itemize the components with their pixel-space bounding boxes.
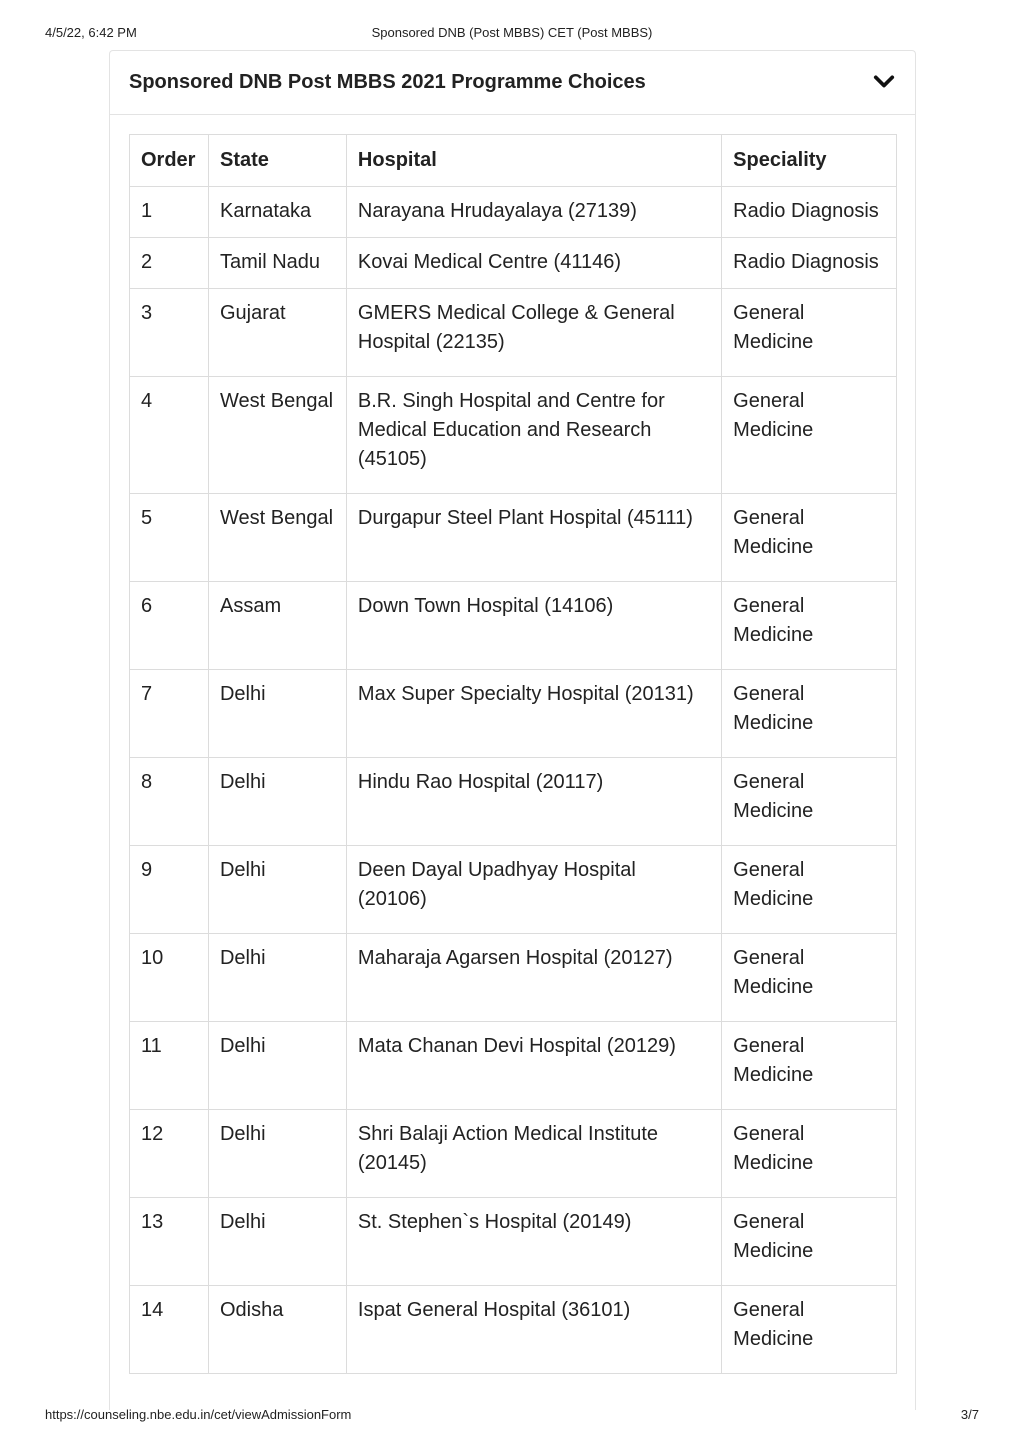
cell-state: Delhi <box>208 1022 346 1110</box>
cell-speciality: General Medicine <box>722 670 897 758</box>
cell-order: 1 <box>130 187 209 238</box>
cell-order: 9 <box>130 846 209 934</box>
table-row <box>130 187 897 238</box>
table-row <box>130 1110 897 1198</box>
print-datetime: 4/5/22, 6:42 PM <box>45 25 137 40</box>
cell-speciality: General Medicine <box>722 582 897 670</box>
cell-hospital: Mata Chanan Devi Hospital (20129) <box>346 1022 721 1110</box>
cell-order: 12 <box>130 1110 209 1198</box>
table-row <box>130 377 897 494</box>
cell-state: Odisha <box>208 1286 346 1374</box>
cell-state: West Bengal <box>208 494 346 582</box>
table-row <box>130 289 897 377</box>
cell-order: 14 <box>130 1286 209 1374</box>
cell-speciality: Radio Diagnosis <box>722 238 897 289</box>
column-header-state: State <box>208 135 346 187</box>
cell-speciality: General Medicine <box>722 1110 897 1198</box>
cell-state: Gujarat <box>208 289 346 377</box>
table-row <box>130 1022 897 1110</box>
cell-hospital: Kovai Medical Centre (41146) <box>346 238 721 289</box>
cell-speciality: General Medicine <box>722 377 897 494</box>
cell-order: 2 <box>130 238 209 289</box>
cell-speciality: General Medicine <box>722 494 897 582</box>
cell-state: Karnataka <box>208 187 346 238</box>
cell-order: 3 <box>130 289 209 377</box>
cell-order: 10 <box>130 934 209 1022</box>
print-doc-title: Sponsored DNB (Post MBBS) CET (Post MBBS) <box>371 25 653 40</box>
column-header-order: Order <box>130 135 209 187</box>
cell-state: Assam <box>208 582 346 670</box>
card-title: Sponsored DNB Post MBBS 2021 Programme Choices <box>129 71 646 93</box>
cell-hospital: B.R. Singh Hospital and Centre for Medical Education and Research (45105) <box>346 377 721 494</box>
cell-speciality: Radio Diagnosis <box>722 187 897 238</box>
table-row <box>130 238 897 289</box>
print-url: https://counseling.nbe.edu.in/cet/viewAdmissionForm <box>45 1407 352 1422</box>
card-header[interactable] <box>110 51 915 115</box>
cell-state: Tamil Nadu <box>208 238 346 289</box>
cell-order: 13 <box>130 1198 209 1286</box>
cell-hospital: Hindu Rao Hospital (20117) <box>346 758 721 846</box>
table-row <box>130 934 897 1022</box>
column-header-speciality: Speciality <box>722 135 897 187</box>
cell-state: Delhi <box>208 670 346 758</box>
table-header-row <box>130 135 897 187</box>
cell-hospital: St. Stephen`s Hospital (20149) <box>346 1198 721 1286</box>
cell-state: Delhi <box>208 1110 346 1198</box>
cell-order: 7 <box>130 670 209 758</box>
table-row <box>130 1286 897 1374</box>
cell-order: 4 <box>130 377 209 494</box>
cell-order: 8 <box>130 758 209 846</box>
page-number: 3/7 <box>960 1407 979 1422</box>
cell-hospital: Deen Dayal Upadhyay Hospital (20106) <box>346 846 721 934</box>
cell-speciality: General Medicine <box>722 846 897 934</box>
table-row <box>130 494 897 582</box>
programme-choices-table <box>129 134 897 1374</box>
cell-hospital: Maharaja Agarsen Hospital (20127) <box>346 934 721 1022</box>
cell-speciality: General Medicine <box>722 758 897 846</box>
table-row <box>130 1198 897 1286</box>
table-row <box>130 670 897 758</box>
cell-hospital: Shri Balaji Action Medical Institute (20145) <box>346 1110 721 1198</box>
cell-state: West Bengal <box>208 377 346 494</box>
cell-order: 11 <box>130 1022 209 1110</box>
cell-hospital: Ispat General Hospital (36101) <box>346 1286 721 1374</box>
cell-speciality: General Medicine <box>722 1198 897 1286</box>
cell-hospital: Durgapur Steel Plant Hospital (45111) <box>346 494 721 582</box>
print-header <box>45 25 979 43</box>
cell-speciality: General Medicine <box>722 289 897 377</box>
cell-state: Delhi <box>208 846 346 934</box>
cell-state: Delhi <box>208 758 346 846</box>
cell-speciality: General Medicine <box>722 1286 897 1374</box>
cell-speciality: General Medicine <box>722 1022 897 1110</box>
cell-speciality: General Medicine <box>722 934 897 1022</box>
table-row <box>130 758 897 846</box>
cell-hospital: GMERS Medical College & General Hospital (22135) <box>346 289 721 377</box>
cell-order: 6 <box>130 582 209 670</box>
cell-order: 5 <box>130 494 209 582</box>
table-row <box>130 582 897 670</box>
table-row <box>130 846 897 934</box>
cell-state: Delhi <box>208 934 346 1022</box>
cell-hospital: Down Town Hospital (14106) <box>346 582 721 670</box>
cell-hospital: Narayana Hrudayalaya (27139) <box>346 187 721 238</box>
chevron-down-icon[interactable] <box>873 70 895 92</box>
cell-hospital: Max Super Specialty Hospital (20131) <box>346 670 721 758</box>
programme-choices-card <box>109 50 916 1410</box>
cell-state: Delhi <box>208 1198 346 1286</box>
column-header-hospital: Hospital <box>346 135 721 187</box>
print-footer <box>45 1407 979 1425</box>
